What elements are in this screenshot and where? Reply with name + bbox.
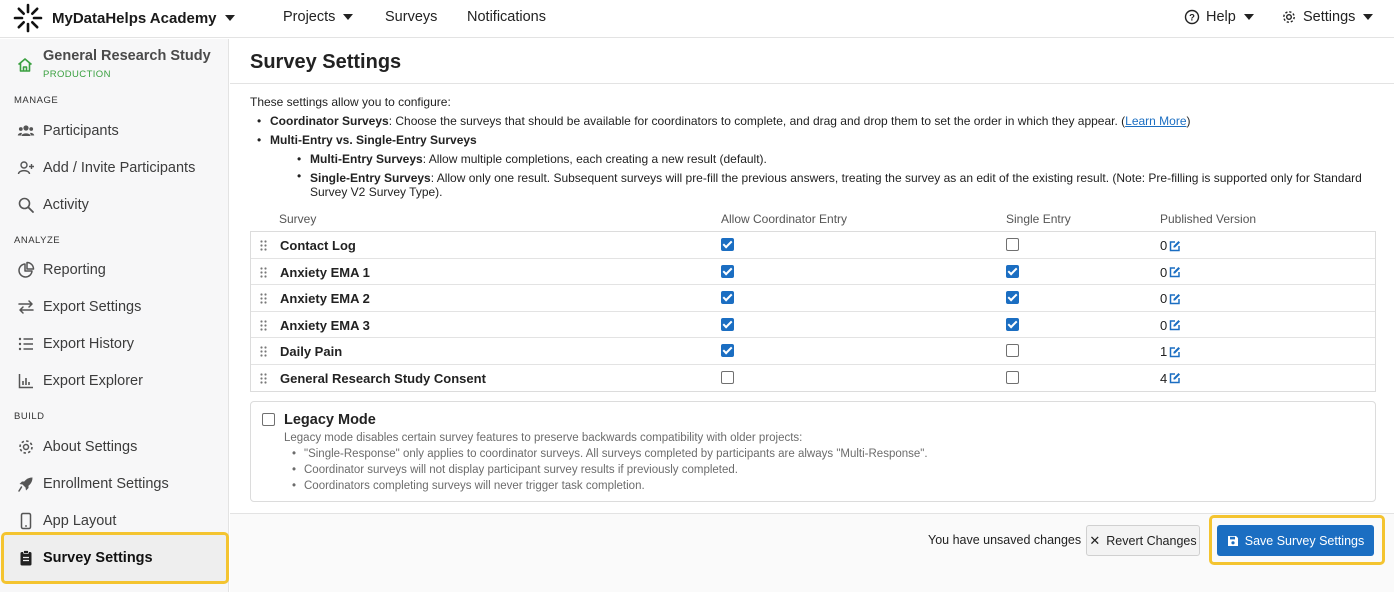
published-version: [1160, 238, 1181, 253]
study-environment: PRODUCTION: [43, 69, 111, 80]
published-version: [1160, 265, 1181, 280]
survey-name: Daily Pain: [280, 344, 343, 359]
chevron-down-icon: [1244, 14, 1254, 20]
participants-icon: [17, 122, 35, 140]
page-title: Survey Settings: [250, 51, 402, 73]
coordinator-entry-checkbox[interactable]: [721, 291, 734, 304]
column-header-survey: Survey: [279, 212, 317, 226]
study-name: General Research Study: [43, 48, 211, 64]
sidebar-item-label: Participants: [43, 123, 119, 139]
list-item: • Coordinator surveys will not display participant survey results if previously completed.: [284, 462, 928, 478]
sidebar-item-label: Activity: [43, 197, 89, 213]
list-item: [250, 131, 1380, 199]
save-icon: [1227, 535, 1239, 547]
close-icon: ✕: [1089, 532, 1101, 548]
drag-handle-icon[interactable]: [260, 240, 267, 251]
save-highlight: [1212, 518, 1382, 562]
home-icon: [16, 56, 34, 74]
brand-name: MyDataHelps Academy: [52, 9, 217, 27]
version-number: 0: [1160, 264, 1168, 280]
page-header: [230, 39, 1394, 84]
drag-handle-icon[interactable]: [260, 346, 267, 357]
bullet-text: : Choose the surveys that should be available for coordinators to complete, and drag and drop them to set the order in which they appear. (: [388, 114, 1126, 128]
list-item: [270, 150, 1380, 169]
published-version: [1160, 291, 1181, 306]
column-header-single: Single Entry: [1006, 212, 1071, 226]
edit-icon[interactable]: [1169, 319, 1181, 331]
table-row[interactable]: [251, 365, 1375, 392]
top-bar: [0, 0, 1394, 38]
settings-label: Settings: [1303, 9, 1356, 25]
footer-bar: [230, 513, 1394, 592]
table-row[interactable]: [251, 338, 1375, 365]
section-build: BUILD: [14, 411, 45, 422]
sidebar: [0, 39, 229, 592]
phone-icon: [17, 512, 35, 530]
column-header-coordinator: Allow Coordinator Entry: [721, 212, 848, 226]
list-item: [270, 169, 1380, 199]
nav-projects-label: Projects: [283, 9, 336, 25]
sidebar-item-label: Export History: [43, 336, 135, 352]
survey-table: [250, 231, 1376, 392]
chevron-down-icon: [1363, 14, 1373, 20]
help-menu[interactable]: [1184, 9, 1254, 25]
sidebar-item-label: Survey Settings: [43, 550, 153, 566]
save-label: Save Survey Settings: [1244, 533, 1365, 548]
list-item: • "Single-Response" only applies to coordinator surveys. All surveys completed by participants are always "Multi-Response".: [284, 446, 928, 462]
sidebar-item-enrollment-settings[interactable]: [0, 467, 229, 501]
sidebar-item-export-explorer[interactable]: [0, 364, 229, 398]
drag-handle-icon[interactable]: [260, 267, 267, 278]
survey-name: Anxiety EMA 3: [280, 317, 370, 333]
sidebar-item-label: Reporting: [43, 262, 106, 278]
arrows-icon: [17, 298, 35, 316]
nav-surveys[interactable]: Surveys: [385, 9, 438, 25]
published-version: [1160, 371, 1181, 386]
bullet-text: : Allow multiple completions, each creating a new result (default).: [422, 152, 767, 166]
version-number: 0: [1160, 238, 1168, 253]
nav-projects[interactable]: [283, 9, 353, 25]
pie-chart-icon: [17, 261, 35, 279]
bullet-text: : Allow only one result. Subsequent surveys will pre-fill the previous answers, treating the survey as an edit of the existing result. (Note: Pre-filling is supported only for Standard Survey V2 Survey Type).: [310, 171, 1362, 199]
sidebar-item-label: Enrollment Settings: [43, 476, 169, 492]
intro-text: These settings allow you to configure:: [250, 95, 451, 109]
survey-name: Contact Log: [280, 238, 356, 253]
bullet-title: Single-Entry Surveys: [310, 171, 431, 185]
drag-handle-icon[interactable]: [260, 373, 267, 384]
gear-icon: [1281, 9, 1297, 25]
single-entry-checkbox[interactable]: [1006, 291, 1019, 304]
list-item: • Coordinators completing surveys will never trigger task completion.: [284, 478, 928, 494]
main-content: [230, 39, 1394, 592]
list-item: [250, 112, 1380, 131]
coordinator-entry-checkbox[interactable]: [721, 344, 734, 357]
single-entry-checkbox[interactable]: [1006, 265, 1019, 278]
edit-icon[interactable]: [1169, 293, 1181, 305]
search-icon: [17, 196, 35, 214]
revert-label: Revert Changes: [1106, 533, 1197, 548]
version-number: 0: [1160, 317, 1168, 333]
table-row[interactable]: [251, 285, 1375, 312]
sidebar-item-label: Export Settings: [43, 299, 142, 315]
svg-text:?: ?: [1189, 12, 1195, 24]
sidebar-item-app-layout[interactable]: [0, 504, 229, 538]
clipboard-icon: [17, 549, 35, 567]
legacy-list: [284, 446, 928, 494]
revert-changes-button[interactable]: [1086, 525, 1200, 556]
bullet-title: Coordinator Surveys: [270, 114, 389, 128]
version-number: 1: [1160, 344, 1168, 359]
legacy-mode-checkbox[interactable]: [262, 413, 275, 426]
learn-more-link[interactable]: Learn More: [1125, 114, 1187, 128]
sidebar-item-activity[interactable]: [0, 188, 229, 222]
legacy-desc-text: Legacy mode disables certain survey features to preserve backwards compatibility with older projects:: [284, 432, 803, 444]
table-row[interactable]: [251, 312, 1375, 339]
save-survey-settings-button[interactable]: [1217, 525, 1374, 556]
survey-name: Anxiety EMA 1: [280, 264, 370, 280]
published-version: [1160, 318, 1181, 333]
help-icon: [1184, 9, 1200, 25]
legacy-mode-description: [284, 430, 928, 494]
chevron-down-icon: [225, 15, 235, 21]
coordinator-entry-checkbox[interactable]: [721, 238, 734, 251]
sidebar-item-reporting[interactable]: [0, 253, 229, 287]
list-icon: [17, 335, 35, 353]
single-entry-checkbox[interactable]: [1006, 344, 1019, 357]
edit-icon[interactable]: [1169, 346, 1181, 358]
coordinator-entry-checkbox[interactable]: [721, 318, 734, 331]
legacy-mode-panel: [250, 401, 1376, 502]
settings-description: [250, 93, 1380, 199]
survey-name: General Research Study Consent: [280, 370, 486, 386]
column-header-version: Published Version: [1160, 212, 1257, 226]
settings-menu[interactable]: [1281, 9, 1373, 25]
section-manage: MANAGE: [14, 95, 59, 106]
edit-icon[interactable]: [1169, 372, 1181, 384]
bullet-title: Multi-Entry Surveys: [310, 152, 423, 166]
rocket-icon: [17, 475, 35, 493]
sidebar-item-participants[interactable]: [0, 114, 229, 148]
add-user-icon: [17, 159, 35, 177]
published-version: [1160, 344, 1181, 359]
single-entry-checkbox[interactable]: [1006, 318, 1019, 331]
sidebar-item-survey-settings[interactable]: [4, 535, 226, 581]
legacy-mode-title: Legacy Mode: [284, 412, 376, 428]
sidebar-item-label: About Settings: [43, 439, 138, 455]
bullet-text: ): [1186, 114, 1191, 128]
unsaved-changes-text: You have unsaved changes: [928, 533, 1082, 547]
section-analyze: ANALYZE: [14, 235, 61, 246]
nav-notifications[interactable]: Notifications: [467, 9, 546, 25]
version-number: 0: [1160, 291, 1168, 306]
edit-icon[interactable]: [1169, 240, 1181, 252]
single-entry-checkbox[interactable]: [1006, 371, 1019, 384]
coordinator-entry-checkbox[interactable]: [721, 265, 734, 278]
bar-chart-icon: [17, 372, 35, 390]
help-label: Help: [1206, 9, 1236, 25]
sidebar-item-export-settings[interactable]: [0, 290, 229, 324]
sub-list: [270, 150, 1380, 199]
chevron-down-icon: [343, 14, 353, 20]
table-row[interactable]: [251, 232, 1375, 259]
table-row[interactable]: [251, 259, 1375, 286]
version-number: 4: [1160, 370, 1168, 386]
logo-icon: [12, 2, 44, 34]
description-list: [250, 112, 1380, 199]
edit-icon[interactable]: [1169, 266, 1181, 278]
sidebar-item-add-invite[interactable]: [0, 151, 229, 185]
sidebar-item-label: Export Explorer: [43, 373, 143, 389]
drag-handle-icon[interactable]: [260, 320, 267, 331]
brand-menu[interactable]: [12, 3, 235, 33]
coordinator-entry-checkbox[interactable]: [721, 371, 734, 384]
sidebar-item-export-history[interactable]: [0, 327, 229, 361]
sidebar-item-label: App Layout: [43, 513, 117, 529]
sidebar-item-label: Add / Invite Participants: [43, 160, 196, 176]
survey-name: Anxiety EMA 2: [280, 291, 370, 306]
sidebar-item-about-settings[interactable]: [0, 430, 229, 464]
single-entry-checkbox[interactable]: [1006, 238, 1019, 251]
drag-handle-icon[interactable]: [260, 293, 267, 304]
gear-icon: [17, 438, 35, 456]
bullet-title: Multi-Entry vs. Single-Entry Surveys: [270, 133, 477, 147]
